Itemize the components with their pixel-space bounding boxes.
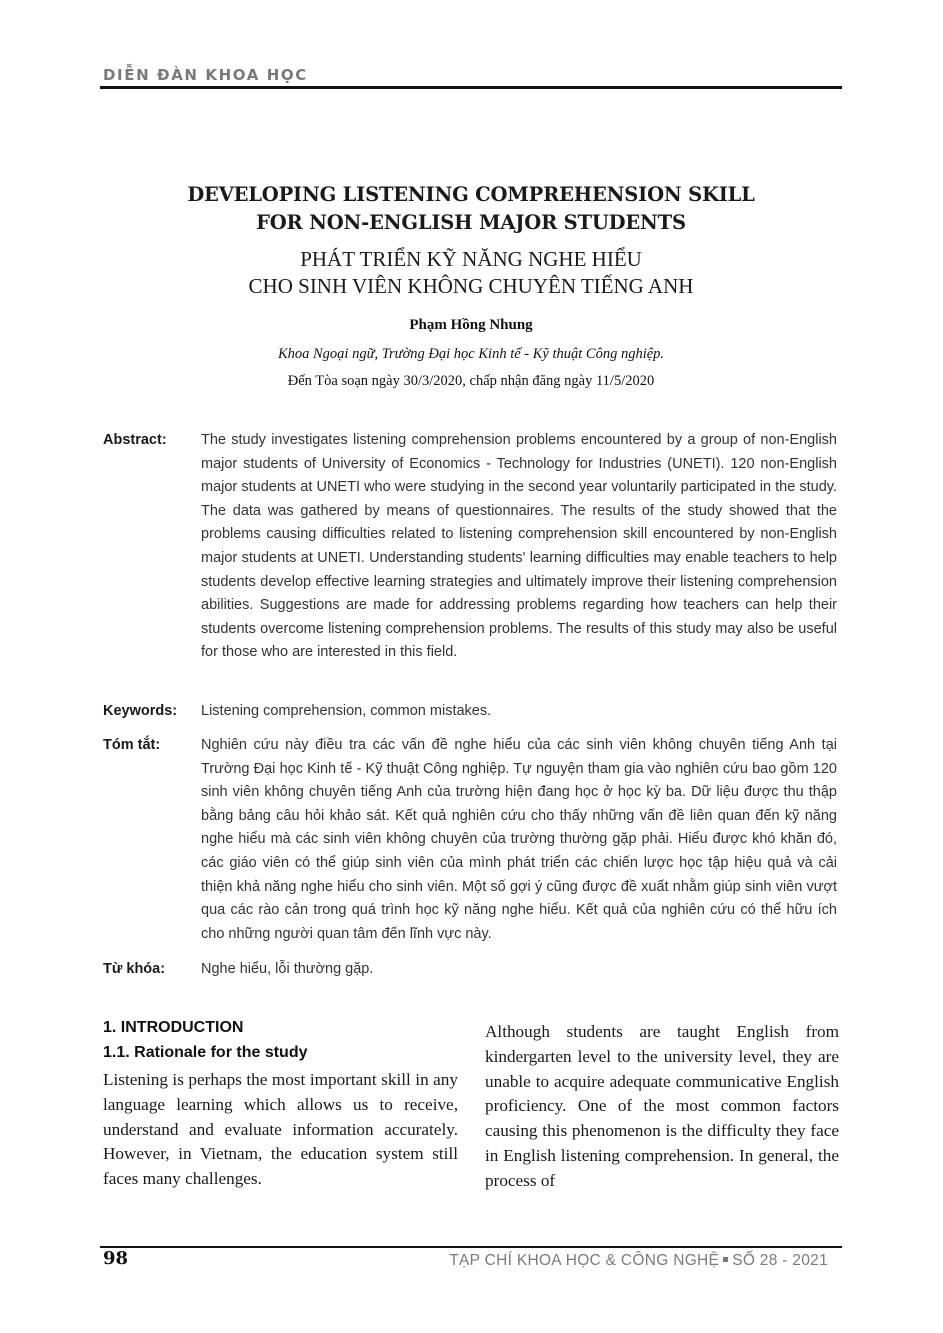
submission-dates: Đến Tòa soạn ngày 30/3/2020, chấp nhận đăng ngày 11/5/2020: [287, 373, 655, 389]
footer-divider: [100, 1246, 842, 1248]
tom-tat-label: Tóm tắt:: [103, 737, 161, 753]
english-title-line-1: DEVELOPING LISTENING COMPREHENSION SKILL: [187, 183, 755, 206]
abstract-text: The study investigates listening comprehension problems encountered by a group of non-English major students of University of Economics - Technology for Industries (UNETI). 120 non-English major students at UNETI who were studying in the second year voluntarily participated in the study. The data was gathered by means of questionnaires. The results of the study showed that the problems causing difficulties related to listening comprehension skill encountered by non-English major students at UNETI. Understanding students' learning difficulties may enable teachers to help students develop effective learning strategies and ultimately improve their listening comprehension abilities. Suggestions are made for addressing problems regarding how teachers can help their students overcome listening comprehension problems. The results of this study may also be useful for those who are interested in this field.: [201, 432, 837, 661]
english-title: [100, 181, 842, 237]
journal-name: TẠP CHÍ KHOA HỌC & CÔNG NGHỆ: [449, 1252, 720, 1269]
vietnamese-title: [100, 246, 842, 300]
section-header-label: DIỄN ĐÀN KHOA HỌC: [103, 66, 308, 84]
tu-khoa-text: Nghe hiểu, lỗi thường gặp.: [201, 961, 374, 977]
author-affiliation: Khoa Ngoại ngữ, Trường Đại học Kinh tế - Kỹ thuật Công nghiệp.: [277, 346, 665, 362]
body-left-column: Listening is perhaps the most important skill in any language learning which allows us to receive, understand and evaluate information accurately. However, in Vietnam, the education system still faces many challenges.: [103, 1070, 458, 1189]
page-number: 98: [103, 1248, 129, 1269]
abstract-label: Abstract:: [103, 432, 167, 448]
author-name: Phạm Hồng Nhung: [409, 317, 533, 333]
section-heading-introduction: 1. INTRODUCTION: [103, 1019, 244, 1036]
vietnamese-title-line-1: PHÁT TRIỂN KỸ NĂNG NGHE HIỂU: [300, 247, 642, 271]
header-divider: [100, 86, 842, 89]
tu-khoa-label: Từ khóa:: [103, 961, 166, 977]
subsection-heading-rationale: 1.1. Rationale for the study: [103, 1044, 308, 1061]
english-title-line-2: FOR NON-ENGLISH MAJOR STUDENTS: [256, 211, 686, 234]
body-right-column: Although students are taught English from kindergarten level to the university level, they are unable to acquire adequate communicative English proficiency. One of the most common factors causing this phenomenon is the difficulty they face in English listening comprehension. In general, the process of: [485, 1022, 839, 1190]
vietnamese-title-line-2: CHO SINH VIÊN KHÔNG CHUYÊN TIẾNG ANH: [248, 274, 694, 298]
tom-tat-text: Nghiên cứu này điều tra các vấn đề nghe hiểu của các sinh viên không chuyên tiếng Anh tại Trường Đại học Kinh tế - Kỹ thuật Công nghiệp. Tự nguyện tham gia vào nghiên cứu bao gồm 120 sinh viên không chuyên tiếng Anh của trường hiện đang học ở học kỳ ba. Dữ liệu được thu thập bằng bảng câu hỏi khảo sát. Kết quả nghiên cứu cho thấy những vấn đề liên quan đến kỹ năng nghe hiểu mà các sinh viên không chuyên của trường thường gặp phải. Hiểu được khó khăn đó, các giáo viên có thể giúp sinh viên của mình phát triển các chiến lược học tập hiệu quả và cải thiện khả năng nghe hiểu cho sinh viên. Một số gợi ý cũng được đề xuất nhằm giúp sinh viên vượt qua các rào cản trong quá trình học kỹ năng nghe hiểu. Kết quả của nghiên cứu có thể hữu ích cho những người quan tâm đến lĩnh vực này.: [201, 737, 837, 942]
journal-issue: SỐ 28 - 2021: [732, 1252, 828, 1269]
square-bullet-icon: [723, 1257, 728, 1262]
keywords-label: Keywords:: [103, 703, 178, 719]
keywords-text: Listening comprehension, common mistakes.: [201, 703, 492, 719]
journal-footer: [449, 1252, 828, 1270]
